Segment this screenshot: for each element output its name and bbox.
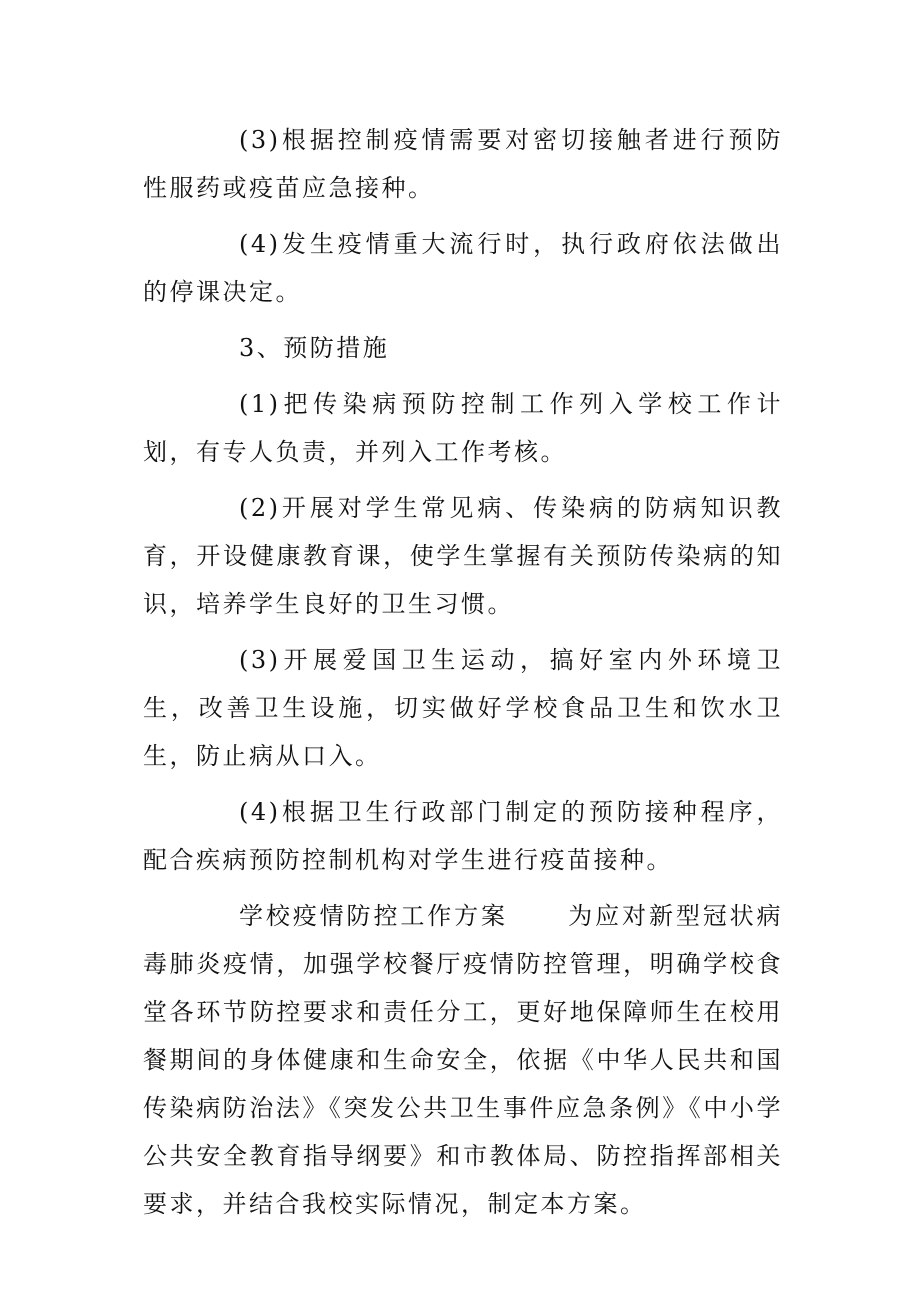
paragraph-3: (3)根据控制疫情需要对密切接触者进行预防性服药或疫苗应急接种。 xyxy=(143,126,783,202)
plan-paragraph xyxy=(143,892,783,1228)
plan-title: 学校疫情防控工作方案 xyxy=(239,902,508,930)
measure-1: (1)把传染病预防控制工作列入学校工作计划，有专人负责，并列入工作考核。 xyxy=(143,390,783,466)
paragraph-4: (4)发生疫情重大流行时，执行政府依法做出的停课决定。 xyxy=(143,230,783,306)
document-body xyxy=(143,116,783,1228)
section-heading: 3、预防措施 xyxy=(239,334,390,362)
measure-2: (2)开展对学生常见病、传染病的防病知识教育，开设健康教育课，使学生掌握有关预防传染病的知识，培养学生良好的卫生习惯。 xyxy=(143,494,783,618)
measure-3: (3)开展爱国卫生运动，搞好室内外环境卫生，改善卫生设施，切实做好学校食品卫生和饮水卫生，防止病从口入。 xyxy=(143,646,783,770)
plan-body: 为应对新型冠状病毒肺炎疫情，加强学校餐厅疫情防控管理，明确学校食堂各环节防控要求和责任分工，更好地保障师生在校用餐期间的身体健康和生命安全，依据《中华人民共和国传染病防治法》《突发公共卫生事件应急条例》《中小学公共安全教育指导纲要》和市教体局、防控指挥部相关要求，并结合我校实际情况，制定本方案。 xyxy=(143,902,784,1218)
measure-4: (4)根据卫生行政部门制定的预防接种程序，配合疾病预防控制机构对学生进行疫苗接种。 xyxy=(143,798,783,874)
